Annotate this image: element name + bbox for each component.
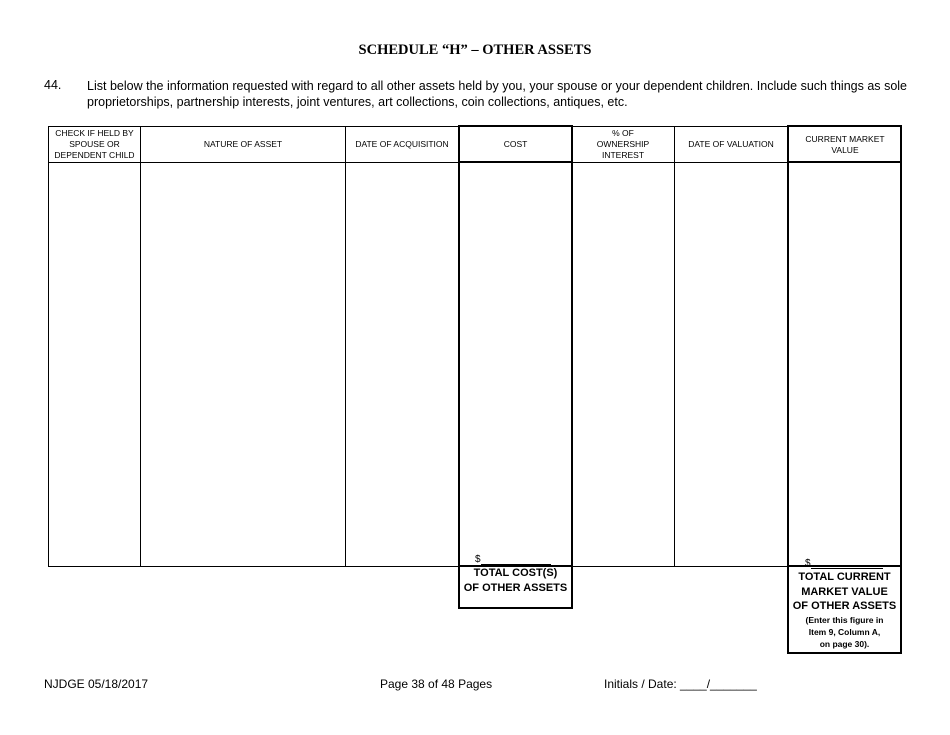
footer-initials-date[interactable]: Initials / Date: ____/_______ <box>604 677 757 691</box>
cost-total-currency: $ <box>475 554 481 565</box>
footer-page-number: Page 38 of 48 Pages <box>380 677 493 691</box>
footer-form-id: NJDGE 05/18/2017 <box>44 677 149 691</box>
header-current-market-value: CURRENT MARKET VALUE <box>805 133 885 155</box>
cost-total-line1: TOTAL COST(S) <box>473 567 558 579</box>
market-total-label <box>789 570 900 650</box>
entry-date-of-valuation[interactable] <box>675 163 787 566</box>
market-total-line2: MARKET VALUE <box>801 585 888 598</box>
header-ownership-interest: % OF OWNERSHIP INTEREST <box>596 128 650 160</box>
entry-ownership-interest[interactable] <box>573 163 674 566</box>
schedule-title: SCHEDULE “H” – OTHER ASSETS <box>358 42 592 58</box>
entry-cost[interactable] <box>460 163 571 565</box>
entry-current-market-value[interactable] <box>789 163 900 565</box>
entry-held-by-spouse[interactable] <box>49 163 140 566</box>
header-date-of-valuation: DATE OF VALUATION <box>688 139 774 149</box>
market-total-currency: $ <box>805 558 811 569</box>
market-total-line3: OF OTHER ASSETS <box>792 600 897 612</box>
cost-total-field[interactable] <box>475 554 551 565</box>
table-bottom-border-left <box>48 566 459 567</box>
header-cost: COST <box>503 139 528 149</box>
entry-nature-of-asset[interactable] <box>141 163 345 566</box>
cost-total-line2: OF OTHER ASSETS <box>463 582 568 594</box>
market-total-note1: (Enter this figure in <box>805 614 884 625</box>
market-total-field[interactable] <box>805 558 883 569</box>
item-instructions: List below the information requested with regard to all other assets held by you, your spouse or your dependent children. Include such things as sole proprietorships, partnership interests, joint ventures, art collections, coin collections, antiques, etc. <box>87 79 907 109</box>
cost-total-label <box>460 566 571 596</box>
market-total-note3: on page 30). <box>819 638 870 649</box>
header-date-of-acquisition: DATE OF ACQUISITION <box>355 139 449 149</box>
item-number: 44. <box>44 78 62 92</box>
table-bottom-border-mid <box>572 566 788 567</box>
header-nature-of-asset: NATURE OF ASSET <box>203 139 283 149</box>
market-total-line1: TOTAL CURRENT <box>798 571 891 583</box>
header-held-by-spouse: CHECK IF HELD BY SPOUSE OR DEPENDENT CHILD <box>54 128 135 160</box>
entry-date-of-acquisition[interactable] <box>346 163 458 566</box>
market-total-note2: Item 9, Column A, <box>808 626 881 637</box>
